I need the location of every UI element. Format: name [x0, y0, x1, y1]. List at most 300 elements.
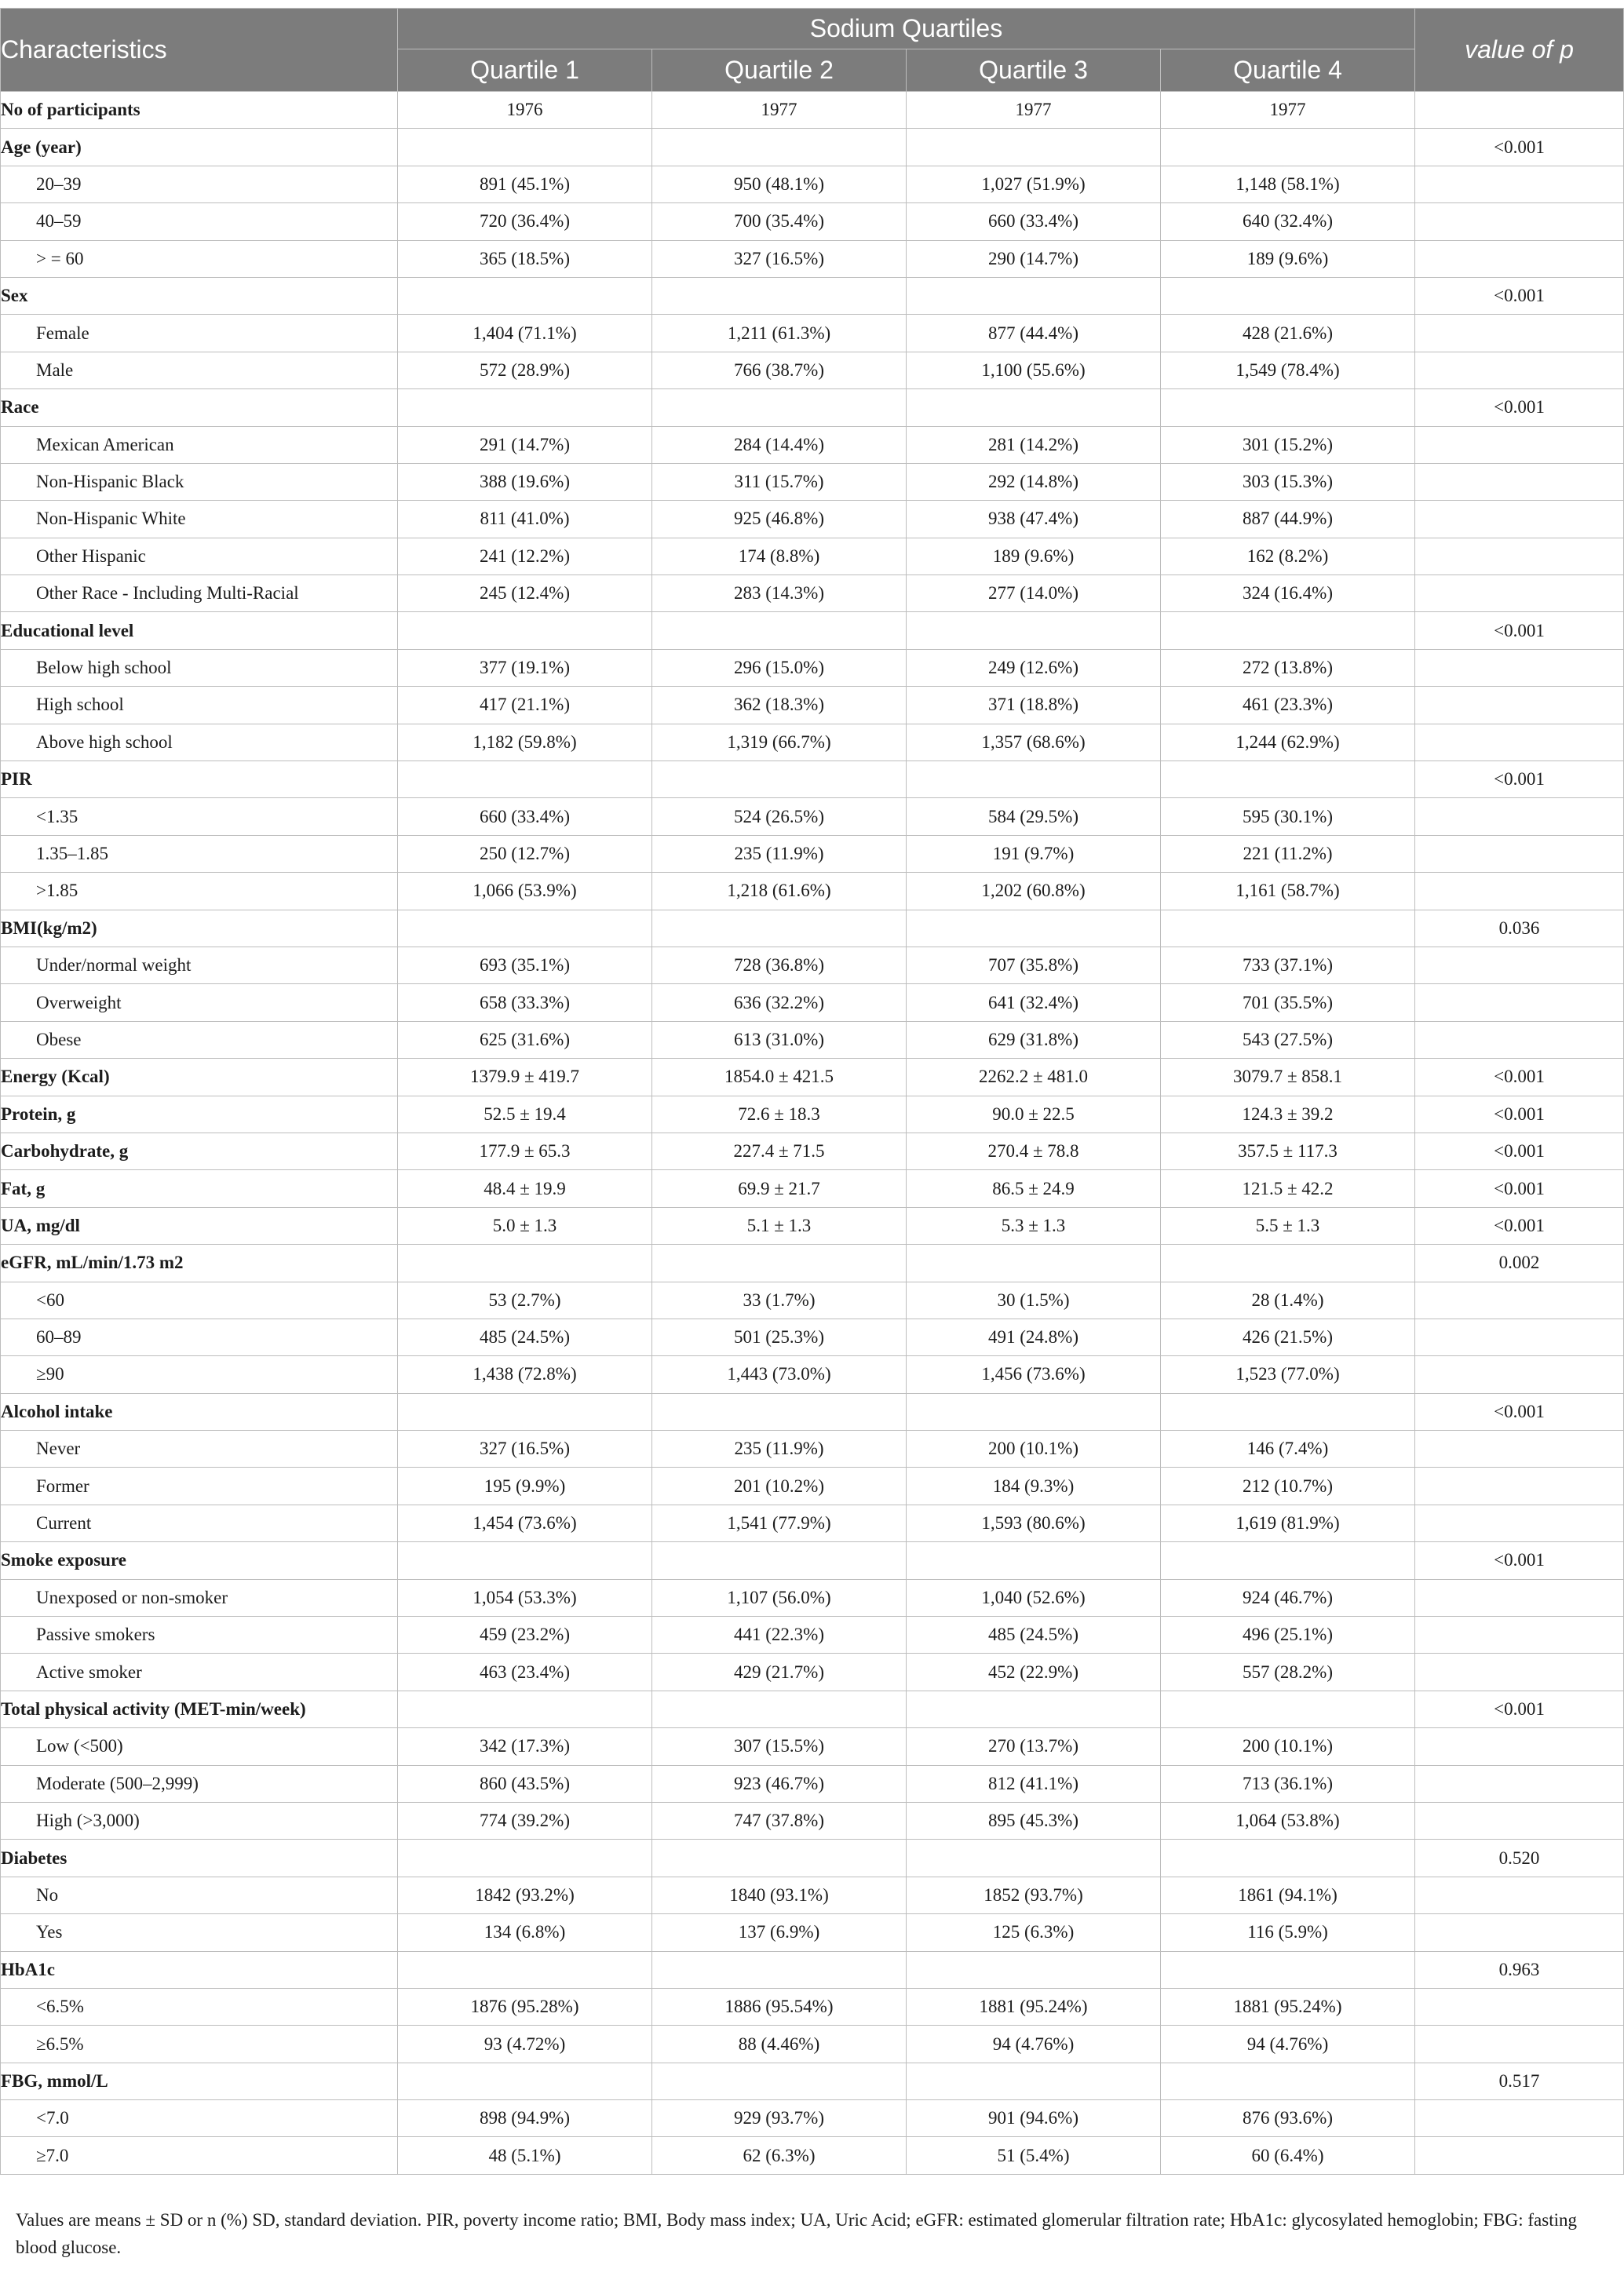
cell-quartile-4: 595 (30.1%): [1161, 798, 1415, 835]
cell-p-value: [1415, 1802, 1624, 1839]
cell-quartile-1: 860 (43.5%): [398, 1765, 652, 1802]
cell-p-value: <0.001: [1415, 761, 1624, 798]
cell-quartile-3: 491 (24.8%): [907, 1319, 1161, 1355]
cell-quartile-2: 283 (14.3%): [652, 575, 907, 612]
cell-quartile-1: 898 (94.9%): [398, 2100, 652, 2137]
row-label: Age (year): [1, 129, 398, 166]
cell-quartile-1: 1,182 (59.8%): [398, 724, 652, 761]
cell-quartile-2: 766 (38.7%): [652, 352, 907, 388]
cell-quartile-3: 1,100 (55.6%): [907, 352, 1161, 388]
cell-quartile-4: [1161, 1245, 1415, 1282]
cell-p-value: [1415, 1431, 1624, 1468]
cell-quartile-2: [652, 277, 907, 314]
table-row: [1, 2063, 1624, 2099]
row-label: >1.85: [1, 873, 398, 910]
cell-quartile-3: 812 (41.1%): [907, 1765, 1161, 1802]
table-row: [1, 835, 1624, 872]
cell-quartile-3: [907, 129, 1161, 166]
cell-quartile-2: 296 (15.0%): [652, 649, 907, 686]
cell-p-value: [1415, 724, 1624, 761]
table-row: [1, 1282, 1624, 1319]
row-label: Passive smokers: [1, 1617, 398, 1654]
cell-quartile-3: 1881 (95.24%): [907, 1988, 1161, 2025]
row-label: Fat, g: [1, 1170, 398, 1207]
cell-quartile-4: 1,619 (81.9%): [1161, 1505, 1415, 1541]
cell-quartile-3: 707 (35.8%): [907, 947, 1161, 983]
cell-quartile-3: 1,593 (80.6%): [907, 1505, 1161, 1541]
table-footnote: Values are means ± SD or n (%) SD, standard deviation. PIR, poverty income ratio; BMI, Body mass index; UA, Uric Acid; eGFR: estimated glomerular filtration rate; HbA1c: glycosylated hemoglobin; FBG: fasting blood glucose.: [16, 2210, 1577, 2257]
cell-quartile-1: 5.0 ± 1.3: [398, 1207, 652, 1244]
row-label: Protein, g: [1, 1096, 398, 1133]
cell-quartile-3: 90.0 ± 22.5: [907, 1096, 1161, 1133]
cell-quartile-3: 901 (94.6%): [907, 2100, 1161, 2137]
cell-p-value: [1415, 1468, 1624, 1505]
cell-quartile-4: 162 (8.2%): [1161, 538, 1415, 574]
cell-quartile-1: [398, 761, 652, 798]
cell-quartile-2: 923 (46.7%): [652, 1765, 907, 1802]
table-row: [1, 1728, 1624, 1765]
cell-quartile-3: [907, 1691, 1161, 1727]
cell-quartile-2: 235 (11.9%): [652, 835, 907, 872]
cell-quartile-2: [652, 910, 907, 947]
row-label: UA, mg/dl: [1, 1207, 398, 1244]
table-row: [1, 352, 1624, 388]
cell-quartile-3: 452 (22.9%): [907, 1654, 1161, 1691]
cell-quartile-1: 463 (23.4%): [398, 1654, 652, 1691]
cell-quartile-4: 189 (9.6%): [1161, 240, 1415, 277]
row-label: Non-Hispanic Black: [1, 463, 398, 500]
row-label: Male: [1, 352, 398, 388]
row-label: 60–89: [1, 1319, 398, 1355]
cell-quartile-4: [1161, 1393, 1415, 1430]
row-label: Carbohydrate, g: [1, 1133, 398, 1169]
cell-quartile-2: 1,541 (77.9%): [652, 1505, 907, 1541]
table-row: [1, 1617, 1624, 1654]
cell-quartile-4: 426 (21.5%): [1161, 1319, 1415, 1355]
cell-quartile-4: 1861 (94.1%): [1161, 1877, 1415, 1913]
table-row: [1, 1840, 1624, 1877]
cell-p-value: [1415, 166, 1624, 202]
cell-quartile-4: 324 (16.4%): [1161, 575, 1415, 612]
cell-quartile-3: 660 (33.4%): [907, 203, 1161, 240]
cell-quartile-4: [1161, 910, 1415, 947]
cell-quartile-3: 629 (31.8%): [907, 1021, 1161, 1058]
cell-p-value: <0.001: [1415, 277, 1624, 314]
cell-quartile-4: 924 (46.7%): [1161, 1579, 1415, 1616]
cell-quartile-2: 1,319 (66.7%): [652, 724, 907, 761]
cell-quartile-1: 1,054 (53.3%): [398, 1579, 652, 1616]
cell-quartile-1: 1379.9 ± 419.7: [398, 1059, 652, 1096]
table-row: [1, 389, 1624, 426]
row-label: <1.35: [1, 798, 398, 835]
row-label: ≥7.0: [1, 2137, 398, 2174]
cell-p-value: [1415, 1021, 1624, 1058]
cell-p-value: 0.517: [1415, 2063, 1624, 2099]
cell-quartile-2: [652, 612, 907, 649]
row-label: Unexposed or non-smoker: [1, 1579, 398, 1616]
table-row: [1, 947, 1624, 983]
cell-quartile-4: 303 (15.3%): [1161, 463, 1415, 500]
table-row: [1, 1393, 1624, 1430]
cell-quartile-2: 524 (26.5%): [652, 798, 907, 835]
cell-quartile-4: 640 (32.4%): [1161, 203, 1415, 240]
cell-quartile-2: 1,443 (73.0%): [652, 1356, 907, 1393]
cell-quartile-1: 811 (41.0%): [398, 501, 652, 538]
table-row: [1, 315, 1624, 352]
cell-quartile-2: 728 (36.8%): [652, 947, 907, 983]
cell-quartile-3: 1,027 (51.9%): [907, 166, 1161, 202]
cell-p-value: [1415, 203, 1624, 240]
table-row: [1, 2026, 1624, 2063]
cell-p-value: [1415, 984, 1624, 1021]
header-quartile: Quartile 4: [1161, 49, 1415, 92]
row-label: 20–39: [1, 166, 398, 202]
cell-p-value: [1415, 2026, 1624, 2063]
cell-quartile-1: 1,404 (71.1%): [398, 315, 652, 352]
row-label: Mexican American: [1, 426, 398, 463]
table-row: [1, 1951, 1624, 1988]
cell-p-value: [1415, 426, 1624, 463]
cell-quartile-4: 94 (4.76%): [1161, 2026, 1415, 2063]
cell-quartile-4: 272 (13.8%): [1161, 649, 1415, 686]
cell-p-value: [1415, 649, 1624, 686]
cell-quartile-2: 327 (16.5%): [652, 240, 907, 277]
cell-quartile-2: 929 (93.7%): [652, 2100, 907, 2137]
cell-quartile-4: 428 (21.6%): [1161, 315, 1415, 352]
cell-quartile-3: 94 (4.76%): [907, 2026, 1161, 2063]
cell-quartile-1: 177.9 ± 65.3: [398, 1133, 652, 1169]
cell-p-value: 0.036: [1415, 910, 1624, 947]
cell-quartile-3: [907, 277, 1161, 314]
row-label: Never: [1, 1431, 398, 1468]
cell-quartile-1: 48.4 ± 19.9: [398, 1170, 652, 1207]
cell-quartile-3: 877 (44.4%): [907, 315, 1161, 352]
cell-quartile-3: 641 (32.4%): [907, 984, 1161, 1021]
cell-quartile-2: 5.1 ± 1.3: [652, 1207, 907, 1244]
cell-quartile-4: 5.5 ± 1.3: [1161, 1207, 1415, 1244]
cell-quartile-3: [907, 1951, 1161, 1988]
cell-quartile-4: [1161, 277, 1415, 314]
cell-quartile-1: 1842 (93.2%): [398, 1877, 652, 1913]
cell-quartile-3: 2262.2 ± 481.0: [907, 1059, 1161, 1096]
cell-quartile-1: [398, 1542, 652, 1579]
cell-p-value: [1415, 947, 1624, 983]
cell-p-value: <0.001: [1415, 1059, 1624, 1096]
cell-quartile-1: 625 (31.6%): [398, 1021, 652, 1058]
header-characteristics: Characteristics: [1, 9, 398, 92]
cell-p-value: [1415, 1282, 1624, 1319]
cell-quartile-2: [652, 1840, 907, 1877]
cell-p-value: [1415, 835, 1624, 872]
cell-quartile-1: [398, 129, 652, 166]
cell-p-value: [1415, 2100, 1624, 2137]
table-row: [1, 203, 1624, 240]
cell-quartile-2: 88 (4.46%): [652, 2026, 907, 2063]
header-quartile: Quartile 1: [398, 49, 652, 92]
cell-quartile-3: [907, 910, 1161, 947]
cell-quartile-1: 342 (17.3%): [398, 1728, 652, 1765]
table-row: [1, 984, 1624, 1021]
cell-quartile-1: 1876 (95.28%): [398, 1988, 652, 2025]
cell-quartile-2: 636 (32.2%): [652, 984, 907, 1021]
cell-quartile-2: [652, 1245, 907, 1282]
cell-quartile-4: 1881 (95.24%): [1161, 1988, 1415, 2025]
cell-quartile-3: 125 (6.3%): [907, 1914, 1161, 1951]
cell-quartile-3: 191 (9.7%): [907, 835, 1161, 872]
cell-quartile-2: 62 (6.3%): [652, 2137, 907, 2174]
cell-quartile-2: 925 (46.8%): [652, 501, 907, 538]
cell-quartile-1: [398, 910, 652, 947]
table-row: [1, 1021, 1624, 1058]
cell-quartile-2: 235 (11.9%): [652, 1431, 907, 1468]
cell-p-value: <0.001: [1415, 612, 1624, 649]
table-row: [1, 1988, 1624, 2025]
table-row: [1, 1207, 1624, 1244]
cell-quartile-4: [1161, 1951, 1415, 1988]
cell-quartile-1: 365 (18.5%): [398, 240, 652, 277]
table-row: [1, 501, 1624, 538]
row-label: <7.0: [1, 2100, 398, 2137]
row-label: <6.5%: [1, 1988, 398, 2025]
cell-quartile-4: 543 (27.5%): [1161, 1021, 1415, 1058]
cell-quartile-2: 137 (6.9%): [652, 1914, 907, 1951]
table-row: [1, 277, 1624, 314]
cell-quartile-1: 1,454 (73.6%): [398, 1505, 652, 1541]
row-label: Total physical activity (MET-min/week): [1, 1691, 398, 1727]
cell-quartile-4: [1161, 389, 1415, 426]
row-label: Diabetes: [1, 1840, 398, 1877]
row-label: ≥90: [1, 1356, 398, 1393]
cell-quartile-2: 33 (1.7%): [652, 1282, 907, 1319]
table-row: [1, 1914, 1624, 1951]
table-row: [1, 240, 1624, 277]
cell-quartile-3: 1,040 (52.6%): [907, 1579, 1161, 1616]
table-row: [1, 1802, 1624, 1839]
cell-quartile-3: [907, 1393, 1161, 1430]
row-label: Yes: [1, 1914, 398, 1951]
cell-p-value: [1415, 1579, 1624, 1616]
cell-quartile-1: 53 (2.7%): [398, 1282, 652, 1319]
cell-quartile-2: 174 (8.8%): [652, 538, 907, 574]
cell-quartile-3: 51 (5.4%): [907, 2137, 1161, 2174]
cell-p-value: [1415, 352, 1624, 388]
cell-quartile-3: 1,357 (68.6%): [907, 724, 1161, 761]
row-label: PIR: [1, 761, 398, 798]
cell-quartile-2: 950 (48.1%): [652, 166, 907, 202]
cell-quartile-3: [907, 1840, 1161, 1877]
table-row: [1, 798, 1624, 835]
row-label: FBG, mmol/L: [1, 2063, 398, 2099]
cell-p-value: [1415, 92, 1624, 129]
cell-quartile-1: 891 (45.1%): [398, 166, 652, 202]
cell-quartile-2: [652, 2063, 907, 2099]
cell-quartile-1: [398, 1691, 652, 1727]
row-label: Educational level: [1, 612, 398, 649]
cell-p-value: [1415, 1356, 1624, 1393]
row-label: No of participants: [1, 92, 398, 129]
table-row: [1, 1170, 1624, 1207]
cell-quartile-4: 1,148 (58.1%): [1161, 166, 1415, 202]
cell-quartile-2: [652, 1542, 907, 1579]
cell-p-value: [1415, 538, 1624, 574]
cell-quartile-3: 1852 (93.7%): [907, 1877, 1161, 1913]
cell-p-value: <0.001: [1415, 1207, 1624, 1244]
cell-quartile-1: [398, 1840, 652, 1877]
cell-quartile-2: 1,107 (56.0%): [652, 1579, 907, 1616]
cell-p-value: [1415, 1617, 1624, 1654]
row-label: ≥6.5%: [1, 2026, 398, 2063]
row-label: Overweight: [1, 984, 398, 1021]
header-sodium-quartiles: Sodium Quartiles: [398, 9, 1415, 49]
row-label: Smoke exposure: [1, 1542, 398, 1579]
cell-quartile-2: 69.9 ± 21.7: [652, 1170, 907, 1207]
cell-quartile-2: 747 (37.8%): [652, 1802, 907, 1839]
cell-p-value: <0.001: [1415, 1133, 1624, 1169]
row-label: Energy (Kcal): [1, 1059, 398, 1096]
cell-p-value: <0.001: [1415, 1691, 1624, 1727]
cell-p-value: [1415, 240, 1624, 277]
cell-quartile-1: 195 (9.9%): [398, 1468, 652, 1505]
cell-quartile-3: 189 (9.6%): [907, 538, 1161, 574]
cell-p-value: [1415, 1914, 1624, 1951]
cell-p-value: [1415, 1765, 1624, 1802]
cell-quartile-4: 28 (1.4%): [1161, 1282, 1415, 1319]
table-row: [1, 761, 1624, 798]
cell-p-value: [1415, 873, 1624, 910]
cell-quartile-2: 429 (21.7%): [652, 1654, 907, 1691]
cell-quartile-3: 1977: [907, 92, 1161, 129]
cell-quartile-2: 501 (25.3%): [652, 1319, 907, 1355]
table-row: [1, 910, 1624, 947]
cell-quartile-3: 277 (14.0%): [907, 575, 1161, 612]
cell-quartile-2: [652, 1393, 907, 1430]
cell-quartile-2: 441 (22.3%): [652, 1617, 907, 1654]
cell-quartile-2: 613 (31.0%): [652, 1021, 907, 1058]
header-quartile: Quartile 2: [652, 49, 907, 92]
cell-quartile-2: 700 (35.4%): [652, 203, 907, 240]
cell-quartile-3: 86.5 ± 24.9: [907, 1170, 1161, 1207]
table-row: [1, 2100, 1624, 2137]
cell-quartile-4: [1161, 761, 1415, 798]
cell-p-value: [1415, 315, 1624, 352]
cell-quartile-2: [652, 1691, 907, 1727]
table-row: [1, 1579, 1624, 1616]
table-row: [1, 426, 1624, 463]
row-label: 1.35–1.85: [1, 835, 398, 872]
row-label: Other Race - Including Multi-Racial: [1, 575, 398, 612]
table-row: [1, 2137, 1624, 2174]
header-value-of-p: value of p: [1415, 9, 1624, 92]
row-label: > = 60: [1, 240, 398, 277]
cell-quartile-1: 327 (16.5%): [398, 1431, 652, 1468]
cell-quartile-1: 774 (39.2%): [398, 1802, 652, 1839]
cell-quartile-3: 30 (1.5%): [907, 1282, 1161, 1319]
cell-quartile-3: [907, 612, 1161, 649]
cell-quartile-4: 461 (23.3%): [1161, 687, 1415, 724]
cell-quartile-4: 200 (10.1%): [1161, 1728, 1415, 1765]
cell-quartile-1: 134 (6.8%): [398, 1914, 652, 1951]
row-label: Obese: [1, 1021, 398, 1058]
cell-quartile-3: 270.4 ± 78.8: [907, 1133, 1161, 1169]
cell-quartile-1: [398, 612, 652, 649]
cell-quartile-1: 52.5 ± 19.4: [398, 1096, 652, 1133]
table-row: [1, 166, 1624, 202]
cell-quartile-4: 221 (11.2%): [1161, 835, 1415, 872]
cell-quartile-2: 311 (15.7%): [652, 463, 907, 500]
cell-quartile-4: 3079.7 ± 858.1: [1161, 1059, 1415, 1096]
cell-quartile-4: [1161, 1542, 1415, 1579]
cell-quartile-1: 245 (12.4%): [398, 575, 652, 612]
cell-quartile-1: [398, 277, 652, 314]
cell-quartile-3: 895 (45.3%): [907, 1802, 1161, 1839]
cell-p-value: 0.520: [1415, 1840, 1624, 1877]
table-row: [1, 92, 1624, 129]
cell-quartile-1: [398, 2063, 652, 2099]
cell-quartile-2: 72.6 ± 18.3: [652, 1096, 907, 1133]
table-row: [1, 575, 1624, 612]
cell-quartile-4: 1,523 (77.0%): [1161, 1356, 1415, 1393]
table-row: [1, 1245, 1624, 1282]
table-row: [1, 463, 1624, 500]
cell-quartile-1: 660 (33.4%): [398, 798, 652, 835]
baseline-characteristics-table: [0, 8, 1624, 2175]
cell-quartile-4: [1161, 129, 1415, 166]
cell-quartile-4: [1161, 2063, 1415, 2099]
row-label: Active smoker: [1, 1654, 398, 1691]
cell-p-value: <0.001: [1415, 1170, 1624, 1207]
cell-quartile-3: 938 (47.4%): [907, 501, 1161, 538]
cell-quartile-3: [907, 2063, 1161, 2099]
cell-quartile-2: [652, 761, 907, 798]
row-label: Alcohol intake: [1, 1393, 398, 1430]
table-row: [1, 1356, 1624, 1393]
cell-quartile-1: [398, 1245, 652, 1282]
cell-quartile-1: [398, 1951, 652, 1988]
cell-quartile-3: 270 (13.7%): [907, 1728, 1161, 1765]
cell-p-value: [1415, 1988, 1624, 2025]
cell-quartile-2: 1854.0 ± 421.5: [652, 1059, 907, 1096]
cell-quartile-3: 485 (24.5%): [907, 1617, 1161, 1654]
cell-p-value: [1415, 1654, 1624, 1691]
table-row: [1, 687, 1624, 724]
cell-quartile-2: 284 (14.4%): [652, 426, 907, 463]
cell-quartile-3: [907, 1245, 1161, 1282]
table-row: [1, 1431, 1624, 1468]
row-label: 40–59: [1, 203, 398, 240]
cell-p-value: [1415, 1505, 1624, 1541]
cell-quartile-3: 281 (14.2%): [907, 426, 1161, 463]
table-row: [1, 538, 1624, 574]
cell-p-value: [1415, 687, 1624, 724]
cell-quartile-2: 307 (15.5%): [652, 1728, 907, 1765]
cell-p-value: <0.001: [1415, 389, 1624, 426]
cell-quartile-4: 301 (15.2%): [1161, 426, 1415, 463]
table-row: [1, 724, 1624, 761]
cell-quartile-1: 291 (14.7%): [398, 426, 652, 463]
cell-quartile-1: 1976: [398, 92, 652, 129]
cell-quartile-2: [652, 129, 907, 166]
cell-quartile-4: 713 (36.1%): [1161, 1765, 1415, 1802]
table-row: [1, 1319, 1624, 1355]
cell-quartile-2: [652, 1951, 907, 1988]
row-label: Below high school: [1, 649, 398, 686]
cell-quartile-1: 388 (19.6%): [398, 463, 652, 500]
cell-quartile-3: [907, 1542, 1161, 1579]
table-row: [1, 1765, 1624, 1802]
cell-quartile-1: 241 (12.2%): [398, 538, 652, 574]
cell-quartile-3: 200 (10.1%): [907, 1431, 1161, 1468]
row-label: Low (<500): [1, 1728, 398, 1765]
